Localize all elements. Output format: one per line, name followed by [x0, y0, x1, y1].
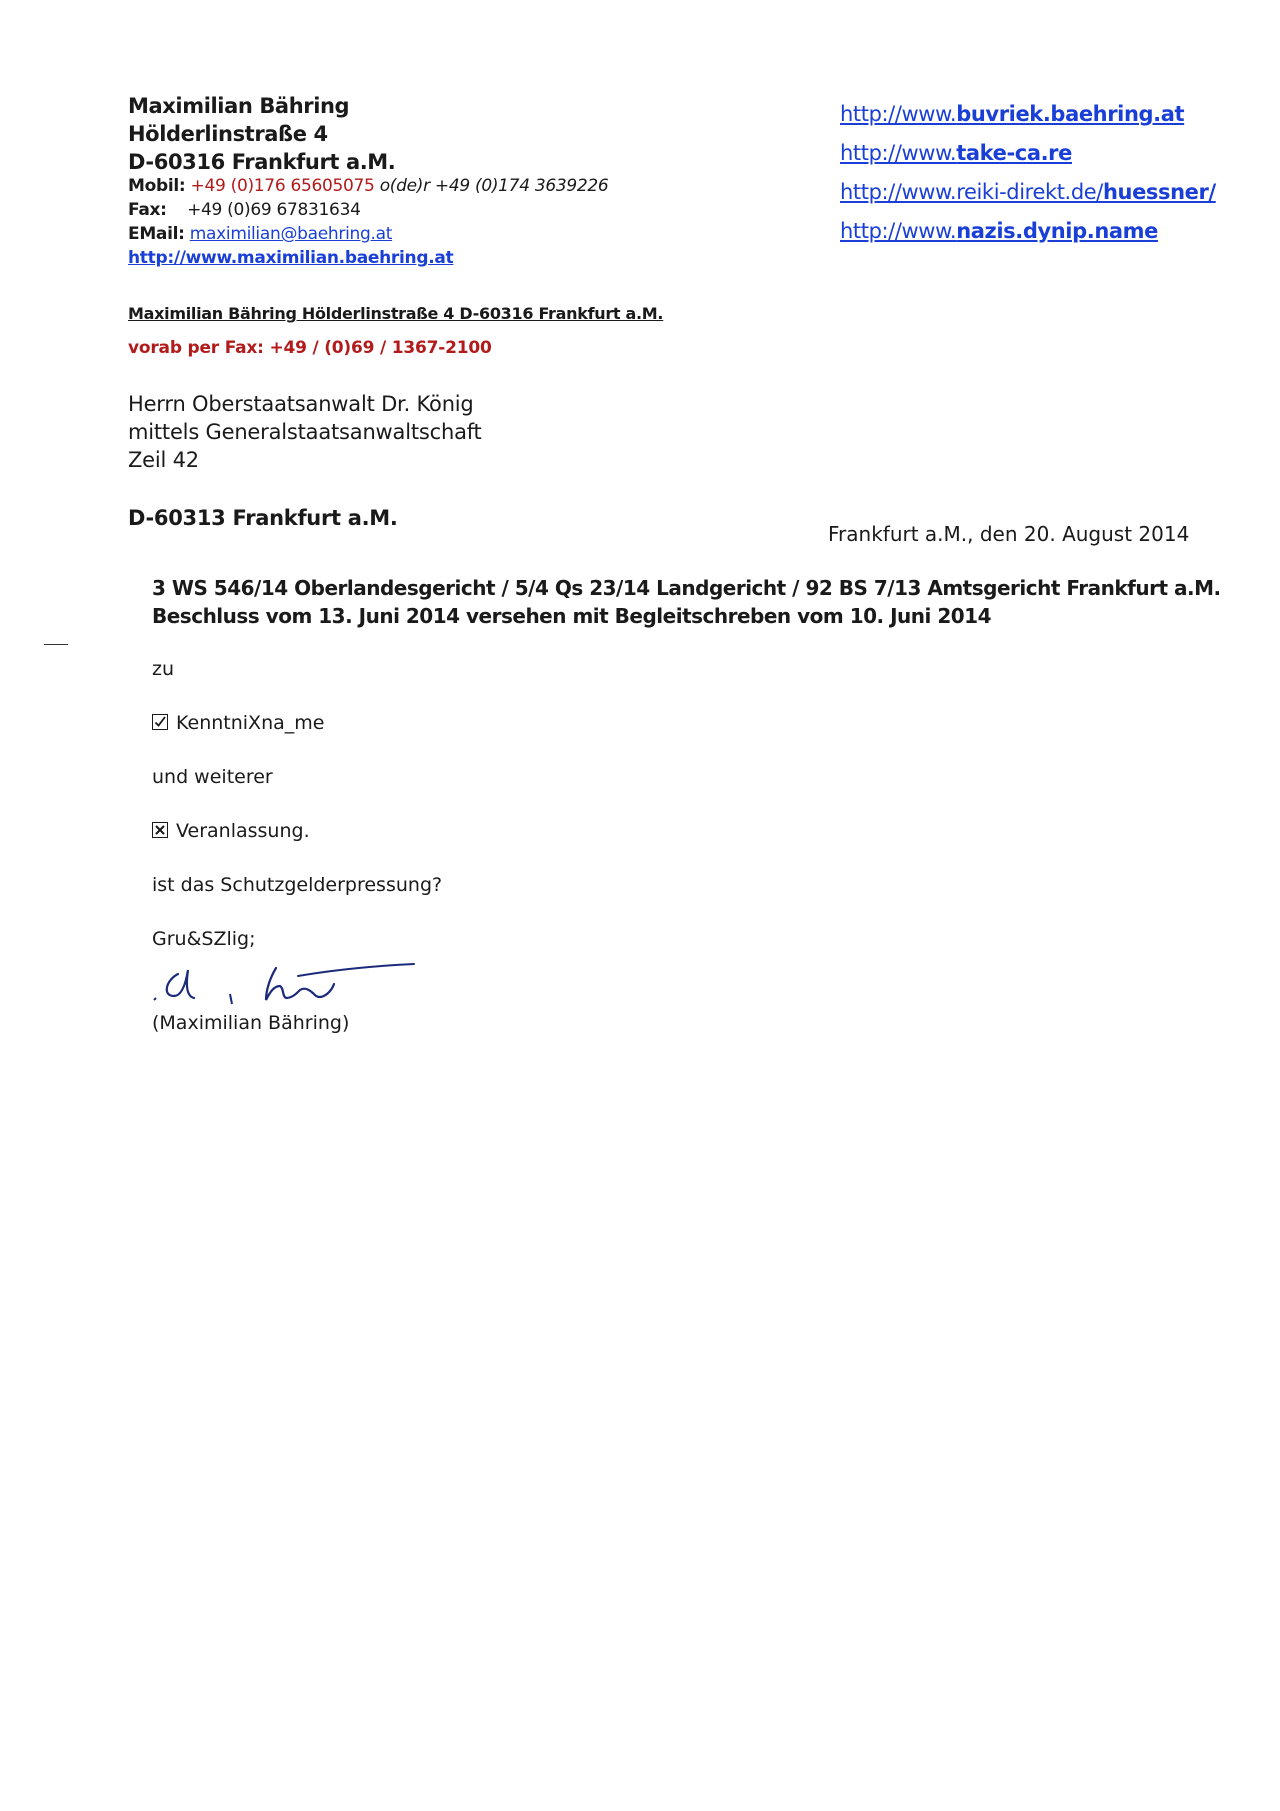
link-domain: nazis.dynip.name [956, 219, 1158, 243]
sender-name: Maximilian Bähring [128, 94, 350, 118]
link-buvriek[interactable] [840, 100, 1184, 128]
mobile-number-2: +49 (0)174 3639226 [434, 176, 609, 196]
website-link[interactable]: http://www.maximilian.baehring.at [128, 248, 454, 268]
option-kenntnisnahme [152, 710, 324, 736]
mobile-number-1: +49 (0)176 65605075 [190, 176, 375, 196]
sender-website-line [128, 246, 453, 270]
handwritten-signature [148, 956, 428, 1012]
sender-mobile-line [128, 174, 608, 198]
fax-number: +49 (0)69 67831634 [187, 200, 361, 220]
recipient-line-1: Herrn Oberstaatsanwalt Dr. König [128, 392, 474, 416]
option-1-label: KenntniXna_me [176, 712, 325, 734]
body-und-weiterer: und weiterer [152, 766, 273, 788]
fold-mark [44, 644, 68, 645]
email-label: EMail: [128, 224, 185, 244]
link-prefix: http://www.reiki-direkt.de/ [840, 180, 1103, 204]
link-prefix: http://www. [840, 219, 957, 243]
recipient-line-2: mittels Generalstaatsanwaltschaft [128, 420, 482, 444]
link-prefix: http://www. [840, 141, 957, 165]
link-reiki-direkt[interactable] [840, 178, 1216, 206]
mobile-or: o(de)r [379, 176, 430, 196]
link-nazis-dynip[interactable] [840, 217, 1158, 245]
subject-line-1: 3 WS 546/14 Oberlandesgericht / 5/4 Qs 23/14 Landgericht / 92 BS 7/13 Amtsgericht Frankfurt a.M. [152, 576, 1221, 600]
option-veranlassung [152, 818, 310, 844]
x-mark-icon [152, 822, 168, 838]
body-zu: zu [152, 658, 175, 680]
option-2-label: Veranlassung. [176, 820, 310, 842]
sender-city: D-60316 Frankfurt a.M. [128, 150, 396, 174]
link-take-care[interactable] [840, 139, 1072, 167]
body-closing: Gru&SZlig; [152, 928, 256, 950]
body-question: ist das Schutzgelderpressung? [152, 874, 443, 896]
link-prefix: http://www. [840, 102, 957, 126]
link-domain: huessner/ [1102, 180, 1216, 204]
recipient-city: D-60313 Frankfurt a.M. [128, 506, 398, 530]
fax-notice-label: vorab per Fax: [128, 338, 264, 358]
letter-date: Frankfurt a.M., den 20. August 2014 [828, 522, 1190, 546]
fax-notice-number: +49 / (0)69 / 1367-2100 [269, 338, 492, 358]
link-domain: buvriek.baehring.at [956, 102, 1185, 126]
subject-line-2: Beschluss vom 13. Juni 2014 versehen mit Begleitschreben vom 10. Juni 2014 [152, 604, 992, 628]
sender-email-line [128, 222, 392, 246]
link-domain: take-ca.re [956, 141, 1072, 165]
fax-notice [128, 336, 492, 360]
sender-fax-line [128, 198, 361, 222]
sender-street: Hölderlinstraße 4 [128, 122, 328, 146]
return-address: Maximilian Bähring Hölderlinstraße 4 D-60316 Frankfurt a.M. [128, 304, 664, 323]
mobile-label: Mobil: [128, 176, 186, 196]
check-mark-icon [152, 714, 168, 730]
signature-name: (Maximilian Bähring) [152, 1012, 350, 1034]
fax-label: Fax: [128, 200, 167, 220]
recipient-line-3: Zeil 42 [128, 448, 199, 472]
email-link[interactable]: maximilian@baehring.at [189, 224, 393, 244]
